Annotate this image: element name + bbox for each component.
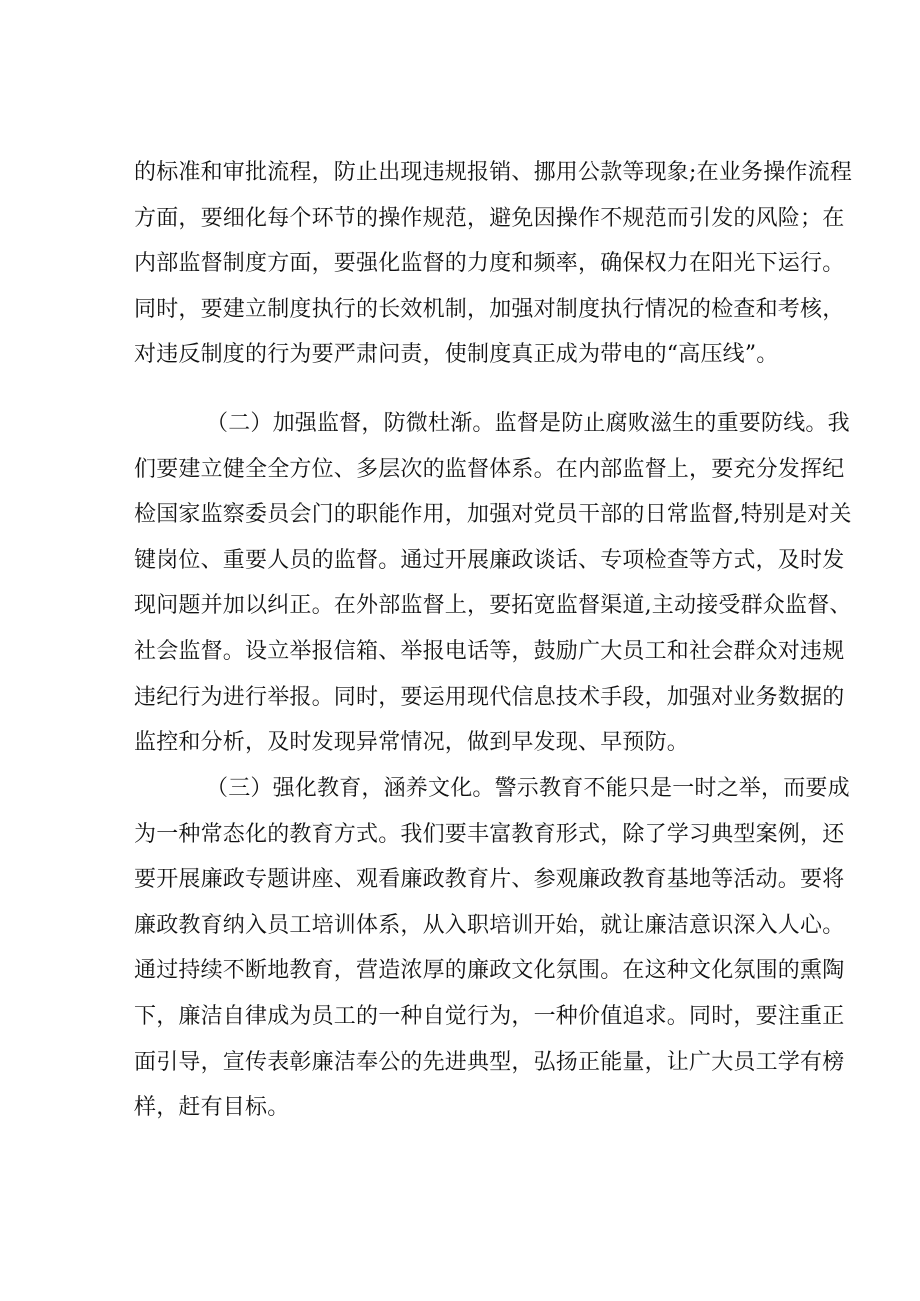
text-line: 下，廉洁自律成为员工的一种自觉行为，一种价值追求。同时，要注重正 <box>134 1003 845 1029</box>
text-line: 面引导，宣传表彰廉洁奉公的先进典型，弘扬正能量，让广大员工学有榜 <box>134 1049 845 1075</box>
text-line: 通过持续不断地教育，营造浓厚的廉政文化氛围。在这种文化氛围的熏陶 <box>134 958 845 984</box>
text-line: 检国家监察委员会门的职能作用，加强对党员干部的日常监督,特别是对关 <box>134 502 852 528</box>
text-line: 现问题并加以纠正。在外部监督上，要拓宽监督渠道,主动接受群众监督、 <box>134 593 852 619</box>
text-line-first: （二）加强监督，防微杜渐。监督是防止腐败滋生的重要防线。我 <box>206 411 850 436</box>
text-line: 键岗位、重要人员的监督。通过开展廉政谈话、专项检查等方式，及时发 <box>134 547 845 573</box>
text-line: 们要建立健全全方位、多层次的监督体系。在内部监督上，要充分发挥纪 <box>134 456 845 482</box>
text-line: 违纪行为进行举报。同时，要运用现代信息技术手段，加强对业务数据的 <box>134 684 845 710</box>
paragraph-strengthen-supervision <box>134 401 852 766</box>
paragraph-system-execution <box>134 150 853 378</box>
text-line: 的标准和审批流程，防止出现违规报销、挪用公款等现象;在业务操作流程 <box>134 160 853 185</box>
paragraph-strengthen-education <box>134 766 850 1131</box>
text-line: 同时，要建立制度执行的长效机制，加强对制度执行情况的检查和考核， <box>134 296 845 322</box>
text-line: 要开展廉政专题讲座、观看廉政教育片、参观廉政教育基地等活动。要将 <box>134 867 845 893</box>
text-line: 为一种常态化的教育方式。我们要丰富教育形式，除了学习典型案例，还 <box>134 821 845 847</box>
text-line: 方面，要细化每个环节的操作规范，避免因操作不规范而引发的风险；在 <box>134 205 845 231</box>
text-line: 样，赶有目标。 <box>134 1095 290 1121</box>
text-line: 监控和分析，及时发现异常情况，做到早发现、早预防。 <box>134 730 690 756</box>
text-line: 内部监督制度方面，要强化监督的力度和频率，确保权力在阳光下运行。 <box>134 251 845 277</box>
text-line: 社会监督。设立举报信箱、举报电话等，鼓励广大员工和社会群众对违规 <box>134 638 845 664</box>
text-line: 对违反制度的行为要严肃问责，使制度真正成为带电的“高压线”。 <box>134 342 779 368</box>
text-line-first: （三）强化教育，涵养文化。警示教育不能只是一时之举，而要成 <box>206 776 850 801</box>
text-line: 廉政教育纳入员工培训体系，从入职培训开始，就让廉洁意识深入人心。 <box>134 912 845 938</box>
